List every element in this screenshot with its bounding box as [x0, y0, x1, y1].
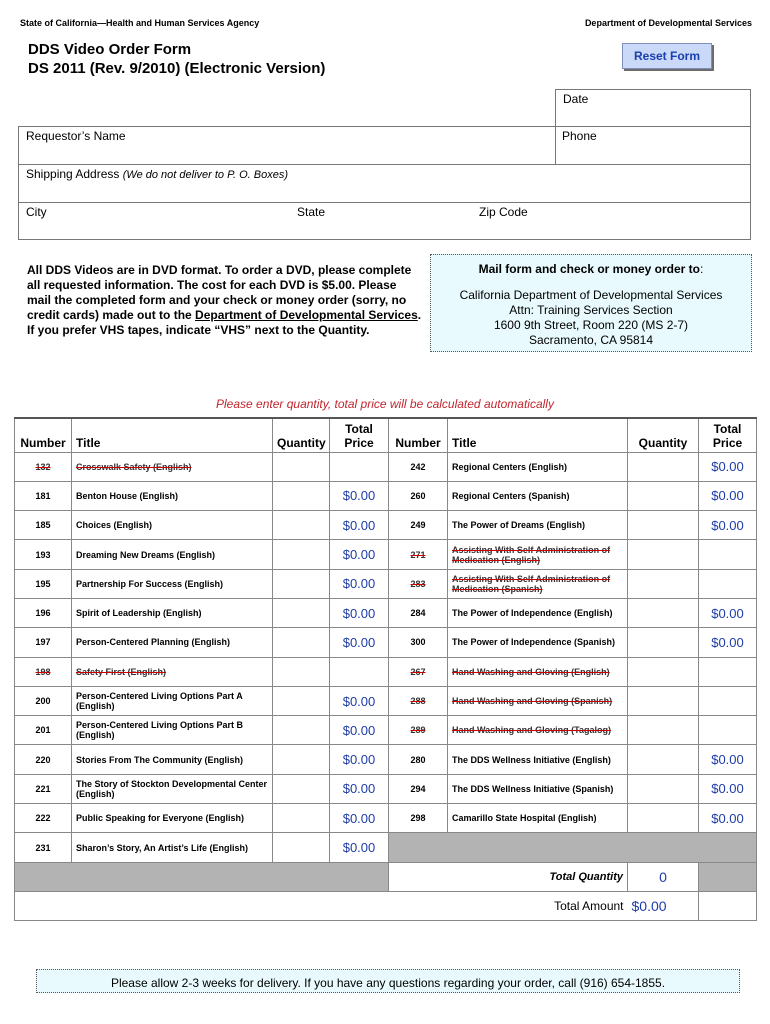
video-number-right: [389, 657, 448, 686]
date-label: Date: [563, 92, 589, 106]
phone-label: Phone: [562, 129, 597, 143]
mail-line1: California Department of Developmental Services: [459, 288, 723, 302]
video-title-right-text: The Power of Independence (Spanish): [452, 637, 616, 648]
quantity-input[interactable]: [273, 833, 330, 862]
video-number-right: [389, 745, 448, 774]
video-title: [72, 569, 273, 598]
video-number-text: 200: [35, 696, 51, 707]
table-row: [15, 481, 757, 510]
video-number-text: 196: [35, 608, 51, 619]
quantity-input-right[interactable]: [628, 481, 699, 510]
total-price-right: [699, 774, 757, 803]
video-number-right-text: 280: [410, 754, 426, 765]
video-title-right: [448, 511, 628, 540]
quantity-input: [273, 452, 330, 481]
empty-gray-cell: [15, 862, 389, 891]
quantity-input-right: [628, 540, 699, 569]
delivery-footer: Please allow 2-3 weeks for delivery. If you have any questions regarding your order, call (916) 654-1855.: [36, 969, 740, 993]
total-price-text: $0.00: [342, 488, 376, 504]
video-number-right-text: 300: [410, 637, 426, 648]
video-title: [72, 628, 273, 657]
table-row: [15, 716, 757, 745]
requestor-info-box: [18, 126, 751, 240]
total-price: [330, 452, 389, 481]
video-number-right-text: 284: [410, 608, 426, 619]
video-number: [15, 745, 72, 774]
video-number-text: 221: [35, 783, 51, 794]
quantity-input-right[interactable]: [628, 511, 699, 540]
quantity-input[interactable]: [273, 774, 330, 803]
total-price: [330, 716, 389, 745]
quantity-input-right[interactable]: [628, 452, 699, 481]
empty-gray-cell: [389, 833, 757, 862]
quantity-input-right[interactable]: [628, 774, 699, 803]
total-price-text: $0.00: [342, 840, 376, 855]
table-row: [15, 452, 757, 481]
table-header-row: [15, 418, 757, 452]
quantity-input[interactable]: [273, 569, 330, 598]
col-number: Number: [15, 418, 72, 452]
video-title-text: Sharon’s Story, An Artist’s Life (English): [76, 842, 249, 853]
col-title: Title: [72, 418, 273, 452]
video-number-right: [389, 598, 448, 627]
total-price: [330, 804, 389, 833]
video-number: [15, 774, 72, 803]
mail-line4: Sacramento, CA 95814: [528, 333, 654, 347]
video-title-right-text: Hand Washing and Gloving (Tagalog): [452, 725, 611, 736]
date-field[interactable]: [555, 89, 751, 127]
shipping-address-input[interactable]: [19, 165, 750, 202]
total-price-right-text: $0.00: [711, 517, 744, 533]
requestor-name-label: Requestor’s Name: [26, 129, 126, 143]
shipping-label-text: Shipping Address: [26, 167, 120, 181]
intro-text-2: . If you prefer VHS tapes, indicate “VHS” next to the Quantity.: [27, 308, 422, 337]
video-title: [72, 716, 273, 745]
table-row: [15, 628, 757, 657]
table-row: [15, 657, 757, 686]
quantity-input[interactable]: [273, 481, 330, 510]
video-number-right: [389, 716, 448, 745]
video-title-right: [448, 628, 628, 657]
quantity-input-right: [628, 569, 699, 598]
total-price-text: $0.00: [342, 752, 376, 768]
total-amount-label: Total Amount: [15, 891, 628, 920]
video-title: [72, 833, 273, 862]
video-title-right-text: Hand Washing and Gloving (English): [452, 666, 610, 677]
video-number-text: 132: [35, 461, 51, 472]
video-number-right-text: 267: [410, 666, 426, 677]
total-amount-value: $0.00: [628, 891, 699, 920]
form-title-line2: DS 2011 (Rev. 9/2010) (Electronic Version): [28, 60, 326, 77]
video-title-right-text: Camarillo State Hospital (English): [452, 813, 597, 824]
video-title: [72, 686, 273, 715]
total-price: [330, 511, 389, 540]
total-price-right: [699, 716, 757, 745]
video-number: [15, 481, 72, 510]
mail-line2: Attn: Training Services Section: [509, 303, 673, 317]
video-title-text: Partnership For Success (English): [76, 578, 224, 589]
video-number-right-text: 288: [410, 696, 426, 707]
video-title-right: [448, 452, 628, 481]
quantity-input[interactable]: [273, 628, 330, 657]
video-title-right-text: The DDS Wellness Initiative (English): [452, 754, 611, 765]
total-price-right-text: $0.00: [711, 488, 744, 504]
ordering-instructions: [27, 263, 422, 338]
video-title-text: Stories From The Community (English): [76, 754, 244, 765]
total-price: [330, 628, 389, 657]
video-title: [72, 540, 273, 569]
video-title-right-text: Assisting With Self Administration of Medication (Spanish): [452, 573, 611, 594]
video-title-text: Benton House (English): [76, 490, 178, 501]
total-price-right: [699, 628, 757, 657]
total-price-text: $0.00: [342, 605, 376, 621]
video-number: [15, 540, 72, 569]
col-quantity: Quantity: [273, 418, 330, 452]
video-title-right: [448, 686, 628, 715]
video-title: [72, 774, 273, 803]
quantity-input[interactable]: [273, 511, 330, 540]
video-title-right: [448, 657, 628, 686]
quantity-input-right[interactable]: [628, 628, 699, 657]
total-price-right-text: $0.00: [711, 459, 744, 475]
video-number: [15, 452, 72, 481]
total-price-right-text: $0.00: [711, 810, 744, 826]
quantity-input[interactable]: [273, 716, 330, 745]
video-title-right: [448, 598, 628, 627]
video-title: [72, 745, 273, 774]
video-title: [72, 452, 273, 481]
empty-gray-cell: [699, 862, 757, 891]
video-title-text: Choices (English): [76, 520, 153, 531]
video-number: [15, 511, 72, 540]
video-number-text: 198: [35, 666, 51, 677]
video-number-text: 181: [35, 490, 51, 501]
reset-form-button[interactable]: Reset Form: [622, 43, 712, 69]
video-title-right: [448, 481, 628, 510]
total-price-right: [699, 657, 757, 686]
video-number: [15, 657, 72, 686]
video-number-text: 201: [35, 725, 51, 736]
video-number: [15, 686, 72, 715]
phone-input[interactable]: [556, 127, 750, 164]
col-total-price: Total Price: [330, 418, 389, 452]
quantity-input[interactable]: [273, 804, 330, 833]
video-number-right-text: 242: [410, 461, 426, 472]
video-number-right-text: 283: [410, 578, 426, 589]
table-row: [15, 598, 757, 627]
total-amount-row: [15, 891, 757, 920]
video-title: [72, 481, 273, 510]
video-number-right: [389, 686, 448, 715]
city-label: City: [26, 205, 47, 219]
intro-text-1: All DDS Videos are in DVD format. To order a DVD, please complete all requested information. The cost for each DVD is $5.00. Please mail the completed form and your check or money order (sorry, no credit cards) made out to the: [27, 263, 412, 322]
empty-cell: [699, 891, 757, 920]
table-row: [15, 745, 757, 774]
quantity-input-right[interactable]: [628, 804, 699, 833]
total-price-text: $0.00: [342, 547, 376, 563]
agency-name: State of California—Health and Human Services Agency: [20, 18, 260, 28]
quantity-input-right[interactable]: [628, 598, 699, 627]
total-price-right: [699, 452, 757, 481]
video-title-text: Safety First (English): [76, 666, 167, 677]
total-price: [330, 598, 389, 627]
total-price-right: [699, 540, 757, 569]
total-price: [330, 540, 389, 569]
video-title: [72, 657, 273, 686]
video-title: [72, 804, 273, 833]
form-title-line1: DDS Video Order Form: [28, 41, 192, 58]
mail-line3: 1600 9th Street, Room 220 (MS 2-7): [493, 318, 689, 332]
total-price: [330, 686, 389, 715]
video-number-text: 193: [35, 549, 51, 560]
video-title-right-text: The Power of Independence (English): [452, 608, 613, 619]
video-title: [72, 511, 273, 540]
total-price-text: $0.00: [342, 634, 376, 650]
video-number-right: [389, 569, 448, 598]
calculation-note: Please enter quantity, total price will be calculated automatically: [216, 397, 554, 411]
total-price-right-text: $0.00: [711, 752, 744, 768]
video-number: [15, 804, 72, 833]
total-price-text: $0.00: [342, 722, 376, 738]
video-number-text: 185: [35, 520, 51, 531]
quantity-input: [273, 657, 330, 686]
video-number: [15, 833, 72, 862]
total-price-text: $0.00: [342, 517, 376, 533]
video-title-text: Person-Centered Planning (English): [76, 637, 231, 648]
video-title-text: Crosswalk Safety (English): [76, 461, 192, 472]
total-quantity-row: [15, 862, 757, 891]
total-price-right: [699, 511, 757, 540]
video-number-right: [389, 804, 448, 833]
total-quantity-value: 0: [628, 862, 699, 891]
col-quantity-right: Quantity: [628, 418, 699, 452]
quantity-input-right: [628, 657, 699, 686]
mail-heading-text: Mail form and check or money order to: [478, 262, 701, 276]
video-number-right: [389, 481, 448, 510]
video-title-text: Public Speaking for Everyone (English): [76, 813, 245, 824]
video-number-right-text: 298: [410, 813, 426, 824]
total-price-text: $0.00: [342, 576, 376, 592]
video-title-right: [448, 716, 628, 745]
department-name: Department of Developmental Services: [584, 18, 752, 28]
table-row: [15, 686, 757, 715]
video-number-text: 222: [35, 813, 51, 824]
total-price: [330, 833, 389, 862]
col-number-right: Number: [389, 418, 448, 452]
total-price-right-text: $0.00: [711, 605, 744, 621]
quantity-input[interactable]: [273, 745, 330, 774]
video-title-text: Spirit of Leadership (English): [76, 608, 202, 619]
video-number-text: 197: [35, 637, 51, 648]
total-price-right-text: $0.00: [711, 781, 744, 797]
total-price: [330, 569, 389, 598]
video-title-text: Person-Centered Living Options Part A (English): [76, 691, 243, 712]
video-title-right: [448, 804, 628, 833]
total-price-text: $0.00: [342, 810, 376, 826]
form-title: [28, 40, 325, 78]
video-title: [72, 598, 273, 627]
video-title-right-text: The DDS Wellness Initiative (Spanish): [452, 783, 614, 794]
video-number-text: 195: [35, 578, 51, 589]
video-title-right: [448, 540, 628, 569]
video-title-text: Person-Centered Living Options Part B (English): [76, 720, 244, 741]
quantity-input[interactable]: [273, 686, 330, 715]
intro-payee: Department of Developmental Services: [195, 308, 418, 322]
mail-heading: Mail form and check or money order to:: [478, 262, 704, 276]
video-title-right: [448, 774, 628, 803]
video-number-right: [389, 511, 448, 540]
video-title-right-text: Hand Washing and Gloving (Spanish): [452, 696, 613, 707]
video-number-right: [389, 628, 448, 657]
video-number-right: [389, 774, 448, 803]
quantity-input-right: [628, 686, 699, 715]
total-price-right: [699, 481, 757, 510]
quantity-input[interactable]: [273, 598, 330, 627]
video-title-text: Dreaming New Dreams (English): [76, 549, 216, 560]
table-row: [15, 540, 757, 569]
zip-code-label: Zip Code: [479, 205, 528, 219]
order-table: [14, 417, 757, 921]
video-number-right-text: 249: [410, 520, 426, 531]
video-title-text: The Story of Stockton Developmental Center (English): [76, 778, 268, 799]
video-title-right: [448, 745, 628, 774]
table-row: [15, 774, 757, 803]
col-total-price-right: Total Price: [699, 418, 757, 452]
quantity-input-right[interactable]: [628, 745, 699, 774]
total-price-right: [699, 686, 757, 715]
total-quantity-label: Total Quantity: [389, 862, 628, 891]
shipping-note: (We do not deliver to P. O. Boxes): [122, 169, 289, 181]
video-number-right-text: 294: [410, 783, 426, 794]
city-state-zip-input[interactable]: [19, 203, 750, 239]
video-title-right-text: The Power of Dreams (English): [452, 520, 586, 531]
table-row: [15, 511, 757, 540]
video-number-right-text: 271: [410, 549, 426, 560]
video-number: [15, 598, 72, 627]
total-price-right: [699, 804, 757, 833]
mailing-address-panel: [430, 254, 752, 352]
video-number-right: [389, 540, 448, 569]
total-price-right: [699, 598, 757, 627]
total-price: [330, 481, 389, 510]
table-row: [15, 833, 757, 862]
video-number-text: 231: [35, 842, 51, 853]
state-label: State: [297, 205, 326, 219]
video-number-right-text: 260: [410, 490, 426, 501]
table-row: [15, 569, 757, 598]
total-price-text: $0.00: [342, 693, 376, 709]
requestor-name-input[interactable]: [19, 127, 555, 164]
video-number-right-text: 289: [410, 725, 426, 736]
video-number: [15, 628, 72, 657]
total-price-right: [699, 745, 757, 774]
video-title-right-text: Assisting With Self Administration of Medication (English): [452, 544, 611, 565]
video-number: [15, 569, 72, 598]
total-price-right-text: $0.00: [711, 634, 744, 650]
total-price: [330, 657, 389, 686]
quantity-input[interactable]: [273, 540, 330, 569]
total-price: [330, 774, 389, 803]
video-number-right: [389, 452, 448, 481]
total-price: [330, 745, 389, 774]
video-number: [15, 716, 72, 745]
video-number-text: 220: [35, 754, 51, 765]
video-title-right-text: Regional Centers (Spanish): [452, 490, 570, 501]
total-price-right: [699, 569, 757, 598]
quantity-input-right: [628, 716, 699, 745]
table-row: [15, 804, 757, 833]
col-title-right: Title: [448, 418, 628, 452]
video-title-right: [448, 569, 628, 598]
total-price-text: $0.00: [342, 781, 376, 797]
video-title-right-text: Regional Centers (English): [452, 461, 568, 472]
